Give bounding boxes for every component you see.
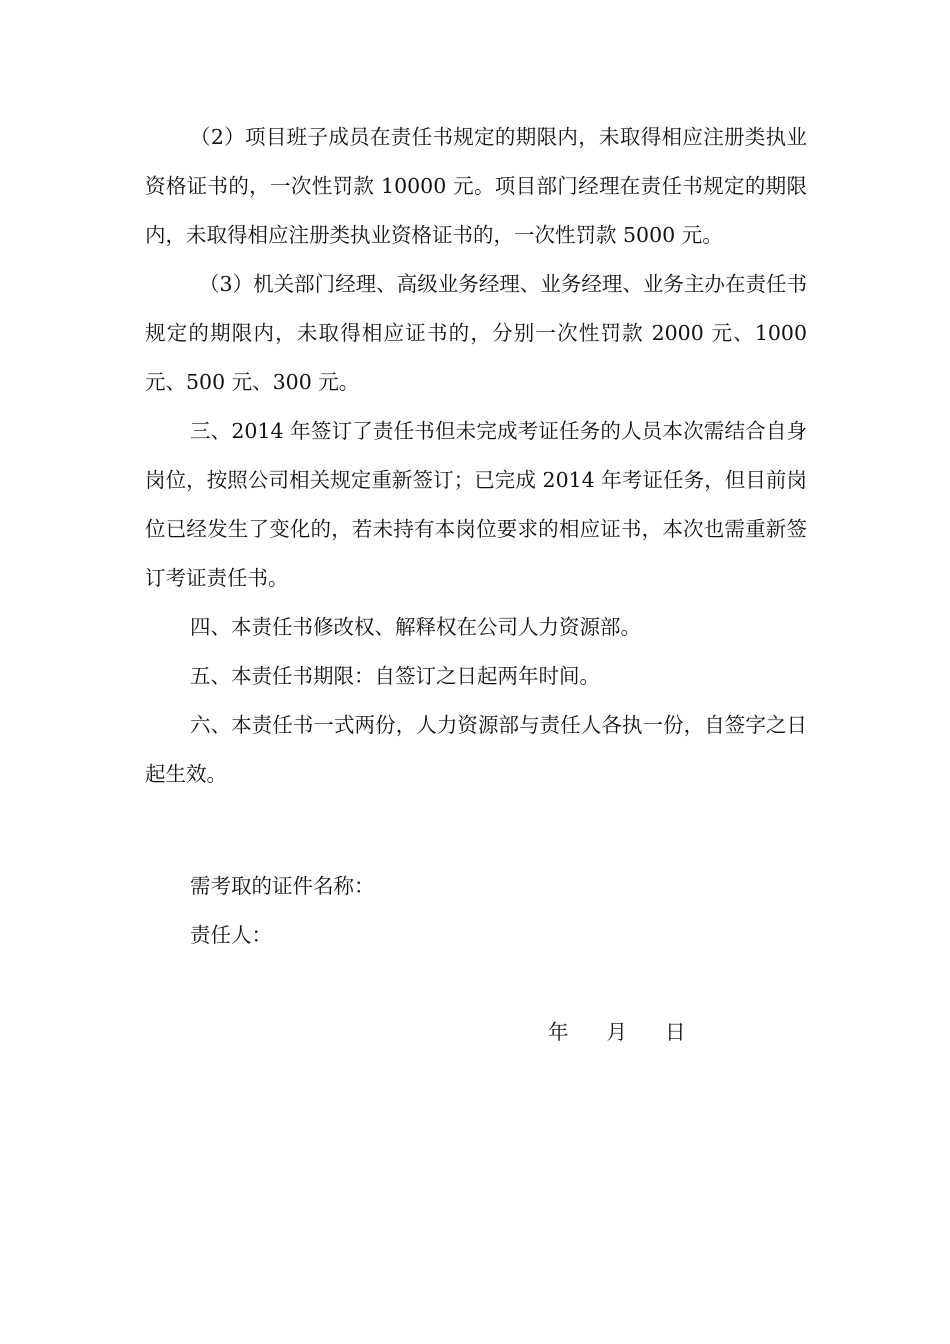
date-year-label: 年 (548, 1020, 569, 1044)
document-body (145, 113, 807, 799)
paragraph-item-three: 三、2014 年签订了责任书但未完成考证任务的人员本次需结合自身岗位，按照公司相关规定重新签订；已完成 2014 年考证任务，但目前岗位已经发生了变化的，若未持有本岗位要求的相应证书，本次也需重新签订考证责任书。 (145, 419, 807, 590)
paragraph-penalty-project-team: （2）项目班子成员在责任书规定的期限内，未取得相应注册类执业资格证书的，一次性罚款 10000 元。项目部门经理在责任书规定的期限内，未取得相应注册类执业资格证书的，一次性罚款 5000 元。 (145, 125, 807, 247)
certificate-name-label: 需考取的证件名称： (190, 874, 375, 898)
paragraph-item-six: 六、本责任书一式两份，人力资源部与责任人各执一份，自签字之日起生效。 (145, 713, 807, 786)
paragraph-penalty-office-staff: （3）机关部门经理、高级业务经理、业务经理、业务主办在责任书规定的期限内，未取得相应证书的，分别一次性罚款 2000 元、1000 元、500 元、300 元。 (145, 272, 807, 394)
responsible-person-label: 责任人： (190, 923, 272, 947)
signature-fields (190, 862, 790, 960)
date-day-label: 日 (665, 1020, 686, 1044)
date-month-label: 月 (606, 1020, 627, 1044)
paragraph-item-four: 四、本责任书修改权、解释权在公司人力资源部。 (190, 615, 641, 639)
signature-date (548, 1008, 686, 1057)
paragraph-item-five: 五、本责任书期限：自签订之日起两年时间。 (190, 664, 600, 688)
